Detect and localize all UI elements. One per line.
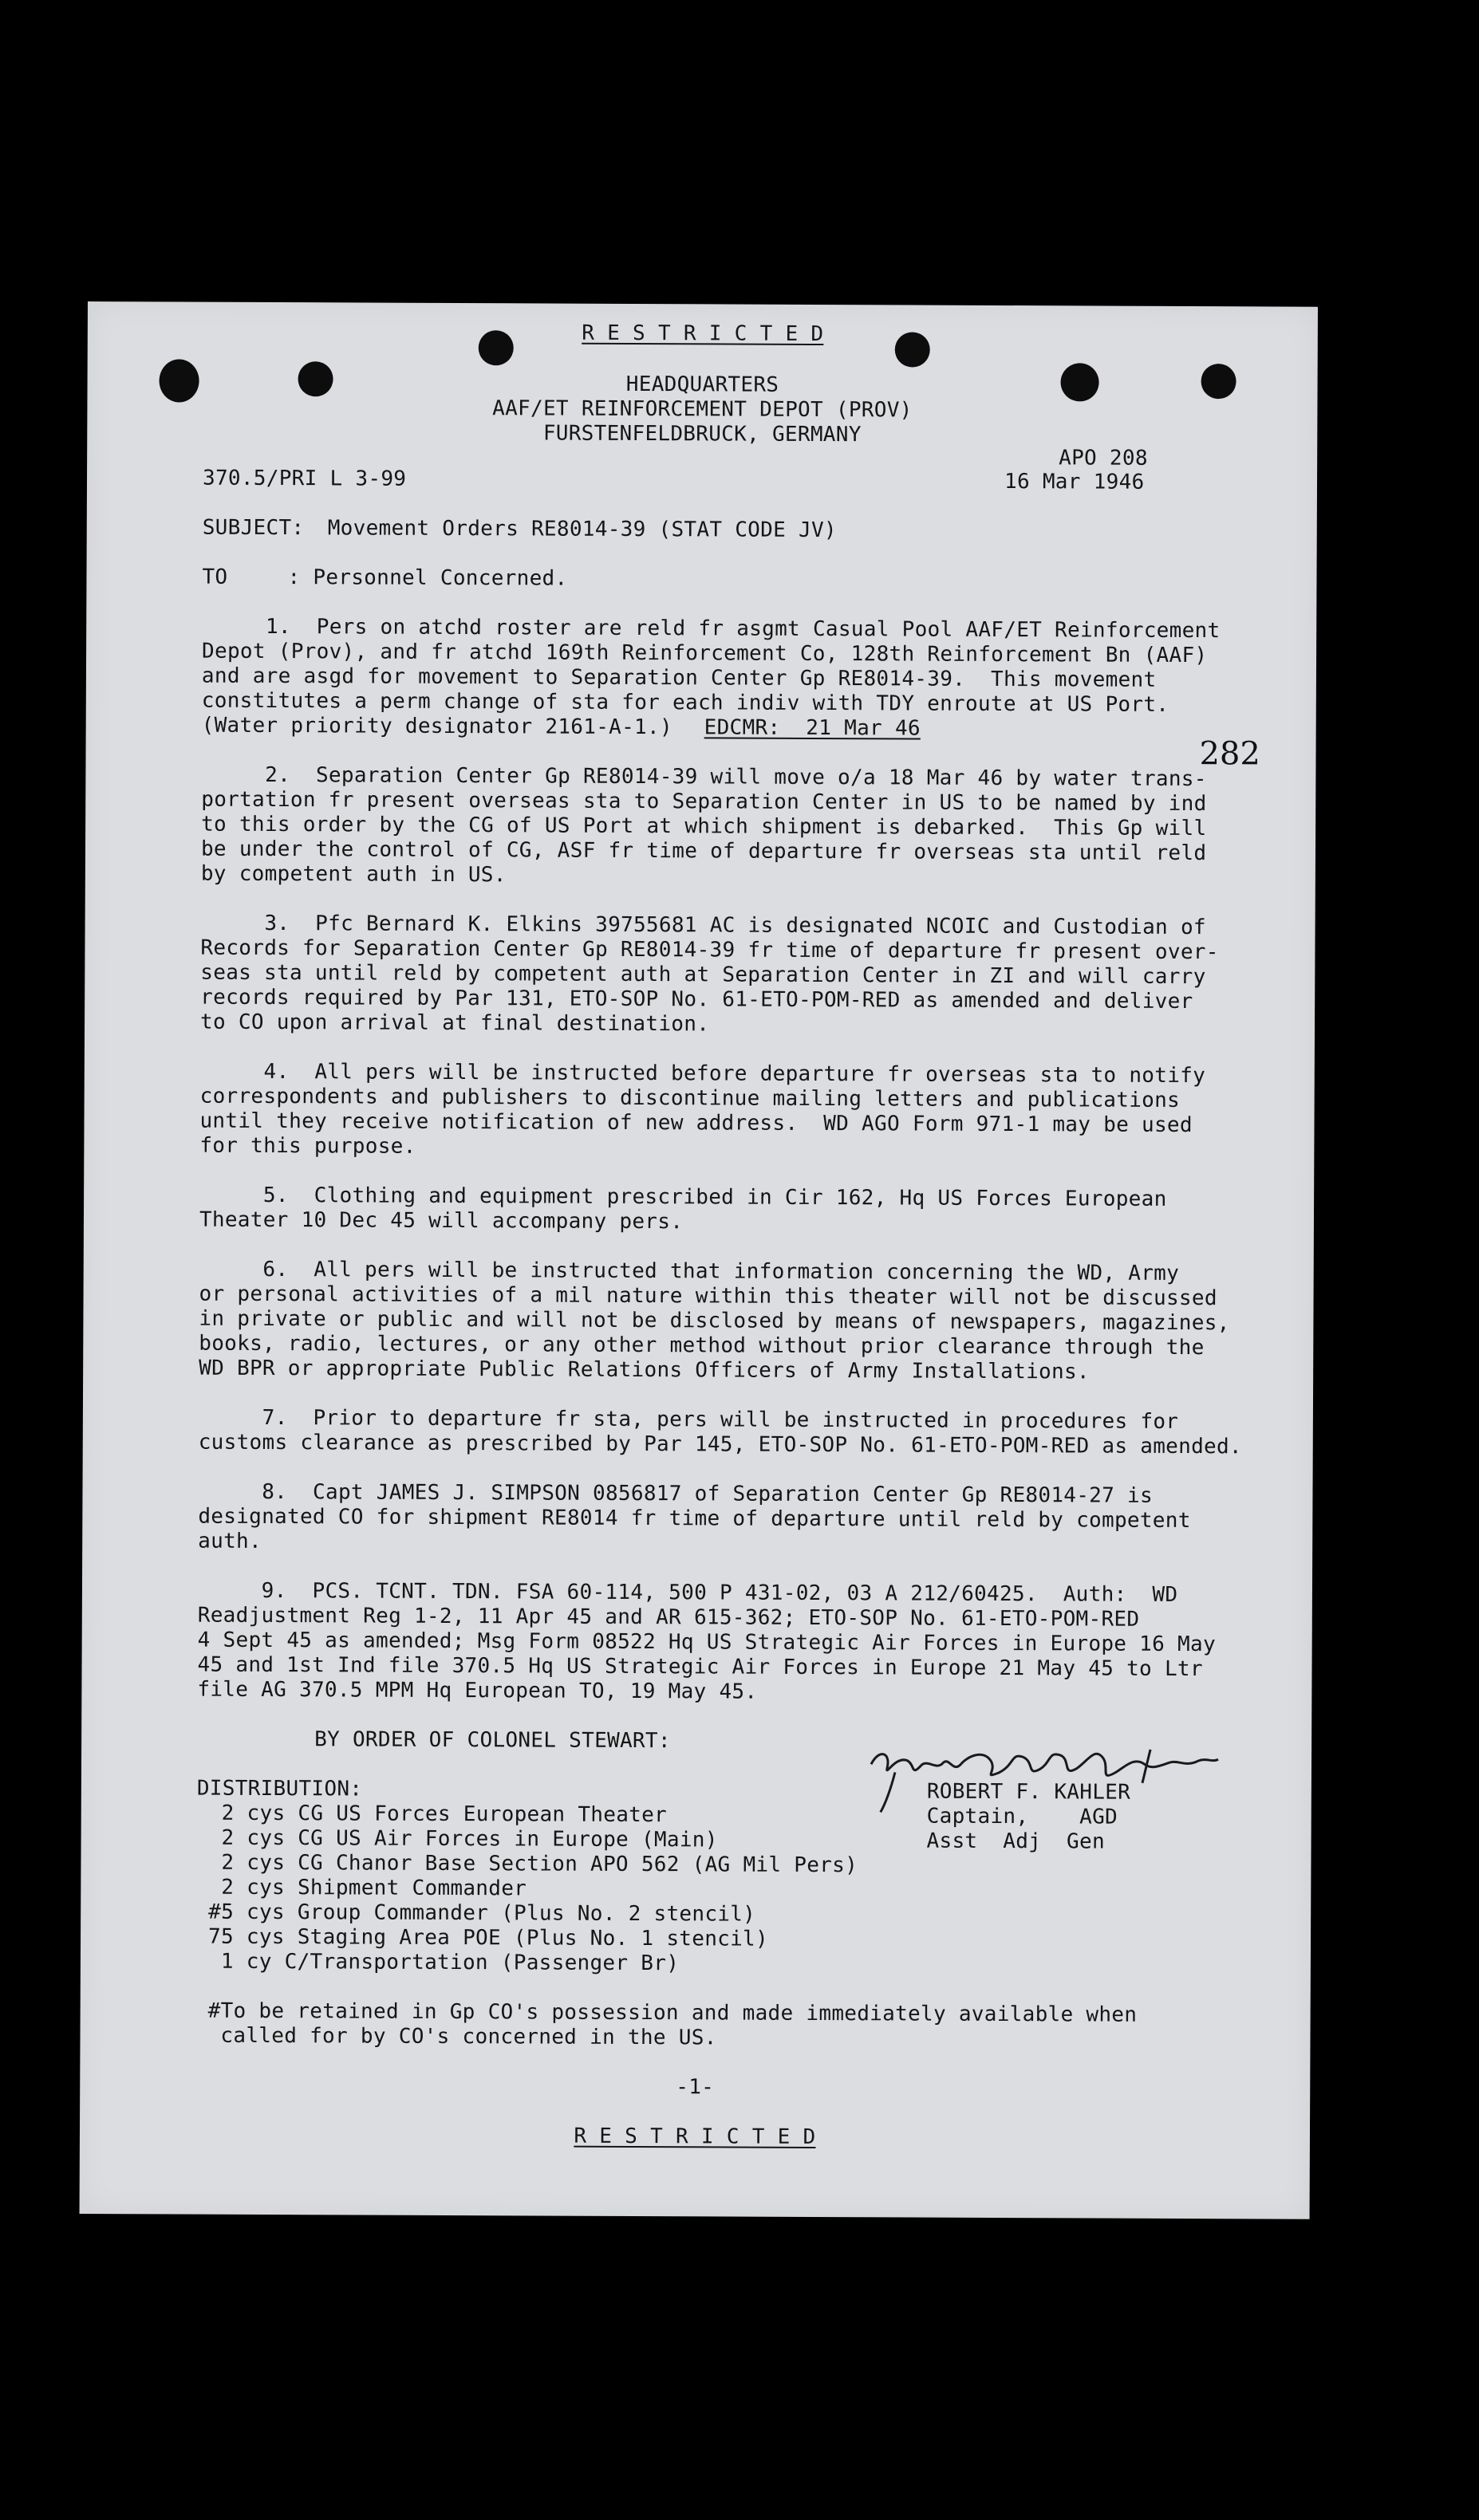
distribution-item: 2 cys Shipment Commander xyxy=(208,1875,527,1901)
distribution-item: 2 cys CG Chanor Base Section APO 562 (AG Mil Pers) xyxy=(208,1850,858,1878)
paragraph-6-line-5: WD BPR or appropriate Public Relations Officers of Army Installations. xyxy=(199,1356,1090,1384)
org-line-2: AAF/ET REINFORCEMENT DEPOT (PROV) xyxy=(492,396,913,423)
footnote-line-1: #To be retained in Gp CO's possession and made immediately available when xyxy=(207,1998,1138,2027)
document-page xyxy=(80,301,1318,2219)
paragraph-3-line-1: 3. Pfc Bernard K. Elkins 39755681 AC is designated NCOIC and Custodian of xyxy=(200,911,1206,940)
footnote-line-2: called for by CO's concerned in the US. xyxy=(207,2023,717,2050)
edcmr-date: EDCMR: 21 Mar 46 xyxy=(704,715,921,741)
distribution-item: 2 cys CG US Forces European Theater xyxy=(208,1801,668,1828)
paragraph-3-line-3: seas sta until reld by competent auth at Separation Center in ZI and will carry xyxy=(200,960,1206,990)
subject: Movement Orders RE8014-39 (STAT CODE JV) xyxy=(327,516,837,543)
paragraph-9-line-5: file AG 370.5 MPM Hq European TO, 19 May 45. xyxy=(197,1677,758,1704)
paragraph-9-line-1: 9. PCS. TCNT. TDN. FSA 60-114, 500 P 431-02, 03 A 212/60425. Auth: WD xyxy=(197,1578,1178,1607)
paragraph-1-line-4: constitutes a perm change of sta for each indiv with TDY enroute at US Port. xyxy=(201,688,1169,717)
paragraph-8-line-1: 8. Capt JAMES J. SIMPSON 0856817 of Separation Center Gp RE8014-27 is xyxy=(198,1479,1154,1508)
paragraph-2-line-2: portation fr present overseas sta to Separation Center in US to be named by ind xyxy=(201,787,1207,817)
paragraph-4-line-2: correspondents and publishers to discontinue mailing letters and publications xyxy=(199,1084,1181,1112)
distribution-item: 2 cys CG US Air Forces in Europe (Main) xyxy=(208,1825,718,1853)
classification-top: R E S T R I C T E D xyxy=(582,321,824,347)
classification-bottom: R E S T R I C T E D xyxy=(574,2124,816,2150)
distribution-item: 1 cy C/Transportation (Passenger Br) xyxy=(207,1949,680,1976)
distribution-item: #5 cys Group Commander (Plus No. 2 stencil) xyxy=(208,1900,756,1927)
paragraph-1-line-1: 1. Pers on atchd roster are reld fr asgmt Casual Pool AAF/ET Reinforcement xyxy=(202,614,1221,644)
paragraph-4-line-4: for this purpose. xyxy=(199,1133,416,1159)
paragraph-8-line-3: auth. xyxy=(198,1529,262,1553)
paragraph-5-line-1: 5. Clothing and equipment prescribed in Cir 162, Hq US Forces European xyxy=(199,1183,1167,1211)
paragraph-3-line-4: records required by Par 131, ETO-SOP No. 61-ETO-POM-RED as amended and deliver xyxy=(200,985,1193,1014)
to-label: TO xyxy=(202,565,228,589)
paragraph-2-line-4: be under the control of CG, ASF fr time of departure fr overseas sta until reld xyxy=(200,837,1207,866)
paragraph-3-line-2: Records for Separation Center Gp RE8014-39 fr time of departure fr present over- xyxy=(200,935,1219,965)
distribution-item: 75 cys Staging Area POE (Plus No. 1 stencil) xyxy=(207,1924,769,1951)
paragraph-7-line-1: 7. Prior to departure fr sta, pers will be instructed in procedures for xyxy=(198,1405,1179,1434)
paragraph-7-line-2: customs clearance as prescribed by Par 145, ETO-SOP No. 61-ETO-POM-RED as amended. xyxy=(198,1430,1242,1459)
org-line-1: HEADQUARTERS xyxy=(625,372,779,397)
signature-title: Asst Adj Gen xyxy=(926,1829,1106,1854)
paragraph-8-line-2: designated CO for shipment RE8014 fr time of departure until reld by competent xyxy=(198,1504,1191,1534)
paragraph-1-line-2: Depot (Prov), and fr atchd 169th Reinforcement Co, 128th Reinforcement Bn (AAF) xyxy=(202,639,1208,668)
margin-page-number: 282 xyxy=(1199,735,1260,773)
signature-rank: Captain, AGD xyxy=(926,1804,1118,1829)
paragraph-1-line-5: (Water priority designator 2161-A-1.) xyxy=(201,713,673,740)
paragraph-4-line-3: until they receive notification of new address. WD AGO Form 971-1 may be used xyxy=(199,1108,1193,1138)
signature-name: ROBERT F. KAHLER xyxy=(926,1779,1131,1805)
to-recipients: : Personnel Concerned. xyxy=(287,565,568,591)
org-line-3: FURSTENFELDBRUCK, GERMANY xyxy=(542,421,862,447)
paragraph-6-line-2: or personal activities of a mil nature within this theater will not be discussed xyxy=(199,1282,1217,1311)
paragraph-2-line-5: by competent auth in US. xyxy=(200,861,507,888)
paragraph-1-line-3: and are asgd for movement to Separation Center Gp RE8014-39. This movement xyxy=(201,663,1157,692)
paragraph-9-line-3: 4 Sept 45 as amended; Msg Form 08522 Hq US Strategic Air Forces in Europe 16 May xyxy=(197,1628,1216,1657)
paragraph-2-line-3: to this order by the CG of US Port at which shipment is debarked. This Gp will xyxy=(201,812,1207,841)
order-authority-line: BY ORDER OF COLONEL STEWART: xyxy=(314,1727,671,1754)
paragraph-6-line-3: in private or public and will not be disclosed by means of newspapers, magazines, xyxy=(199,1306,1230,1336)
paragraph-6-line-1: 6. All pers will be instructed that information concerning the WD, Army xyxy=(199,1257,1180,1286)
paragraph-9-line-2: Readjustment Reg 1-2, 11 Apr 45 and AR 615-362; ETO-SOP No. 61-ETO-POM-RED xyxy=(197,1603,1140,1632)
apo: APO 208 xyxy=(1059,446,1148,471)
paragraph-3-line-5: to CO upon arrival at final destination. xyxy=(199,1010,710,1037)
document-date: 16 Mar 1946 xyxy=(1004,470,1145,494)
file-reference: 370.5/PRI L 3-99 xyxy=(202,466,407,491)
paragraph-6-line-4: books, radio, lectures, or any other method without prior clearance through the xyxy=(199,1331,1205,1360)
subject-label: SUBJECT: xyxy=(202,515,305,541)
paragraph-9-line-4: 45 and 1st Ind file 370.5 Hq US Strategic Air Forces in Europe 21 May 45 to Ltr xyxy=(197,1652,1203,1682)
paragraph-4-line-1: 4. All pers will be instructed before departure fr overseas sta to notify xyxy=(199,1059,1206,1089)
page-number: -1- xyxy=(676,2075,715,2100)
paragraph-2-line-1: 2. Separation Center Gp RE8014-39 will move o/a 18 Mar 46 by water trans- xyxy=(201,762,1207,792)
distribution-label: DISTRIBUTION: xyxy=(196,1776,363,1801)
paragraph-5-line-2: Theater 10 Dec 45 will accompany pers. xyxy=(199,1207,684,1234)
